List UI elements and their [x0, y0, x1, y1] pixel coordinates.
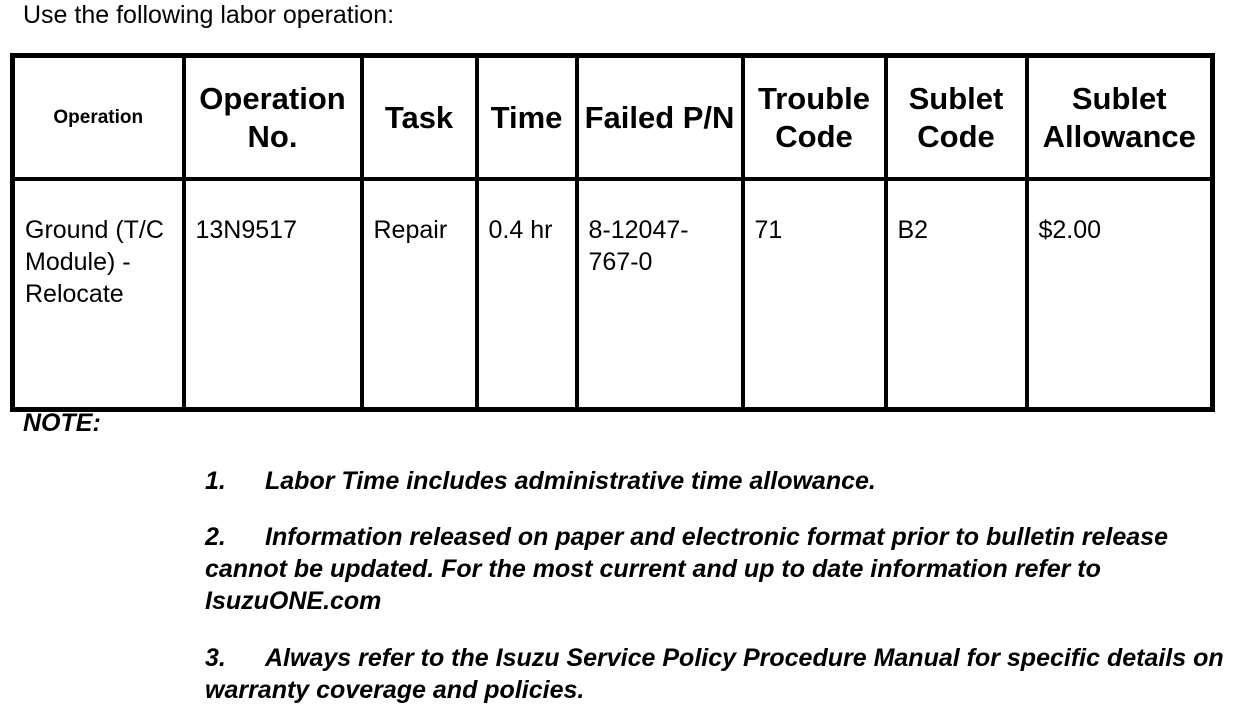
header-task: Task: [362, 56, 477, 180]
header-trouble-code: Trouble Code: [743, 56, 886, 180]
cell-sublet-code: B2: [886, 179, 1027, 410]
header-operation: Operation: [13, 56, 184, 180]
cell-trouble-code: 71: [743, 179, 886, 410]
cell-task: Repair: [362, 179, 477, 410]
note-item-2: [205, 521, 1230, 617]
note-item-text: Information released on paper and electronic format prior to bulletin release cannot be updated. For the most current and up to date information refer to IsuzuONE.com: [205, 523, 1168, 615]
header-time: Time: [477, 56, 577, 180]
header-sublet-code: Sublet Code: [886, 56, 1027, 180]
note-item-3: [205, 642, 1230, 706]
cell-operation-no: 13N9517: [184, 179, 362, 410]
cell-time: 0.4 hr: [477, 179, 577, 410]
cell-failed-pn: 8-12047-767-0: [577, 179, 743, 410]
note-item-1: [205, 465, 1230, 497]
note-item-number: 2.: [205, 523, 226, 551]
note-item-text: Always refer to the Isuzu Service Policy Procedure Manual for specific details on warranty coverage and policies.: [205, 644, 1224, 704]
header-operation-no: Operation No.: [184, 56, 362, 180]
note-heading: NOTE:: [23, 409, 101, 437]
table-header-row: [13, 56, 1213, 180]
note-item-text: Labor Time includes administrative time allowance.: [265, 467, 876, 495]
header-sublet-allowance: Sublet Allowance: [1027, 56, 1213, 180]
table-row: [13, 179, 1213, 410]
note-item-number: 3.: [205, 644, 226, 672]
header-failed-pn: Failed P/N: [577, 56, 743, 180]
cell-sublet-allowance: $2.00: [1027, 179, 1213, 410]
cell-operation: Ground (T/C Module) - Relocate: [13, 179, 184, 410]
intro-text: Use the following labor operation:: [23, 1, 395, 29]
labor-operation-table: [10, 53, 1215, 412]
note-item-number: 1.: [205, 467, 226, 495]
